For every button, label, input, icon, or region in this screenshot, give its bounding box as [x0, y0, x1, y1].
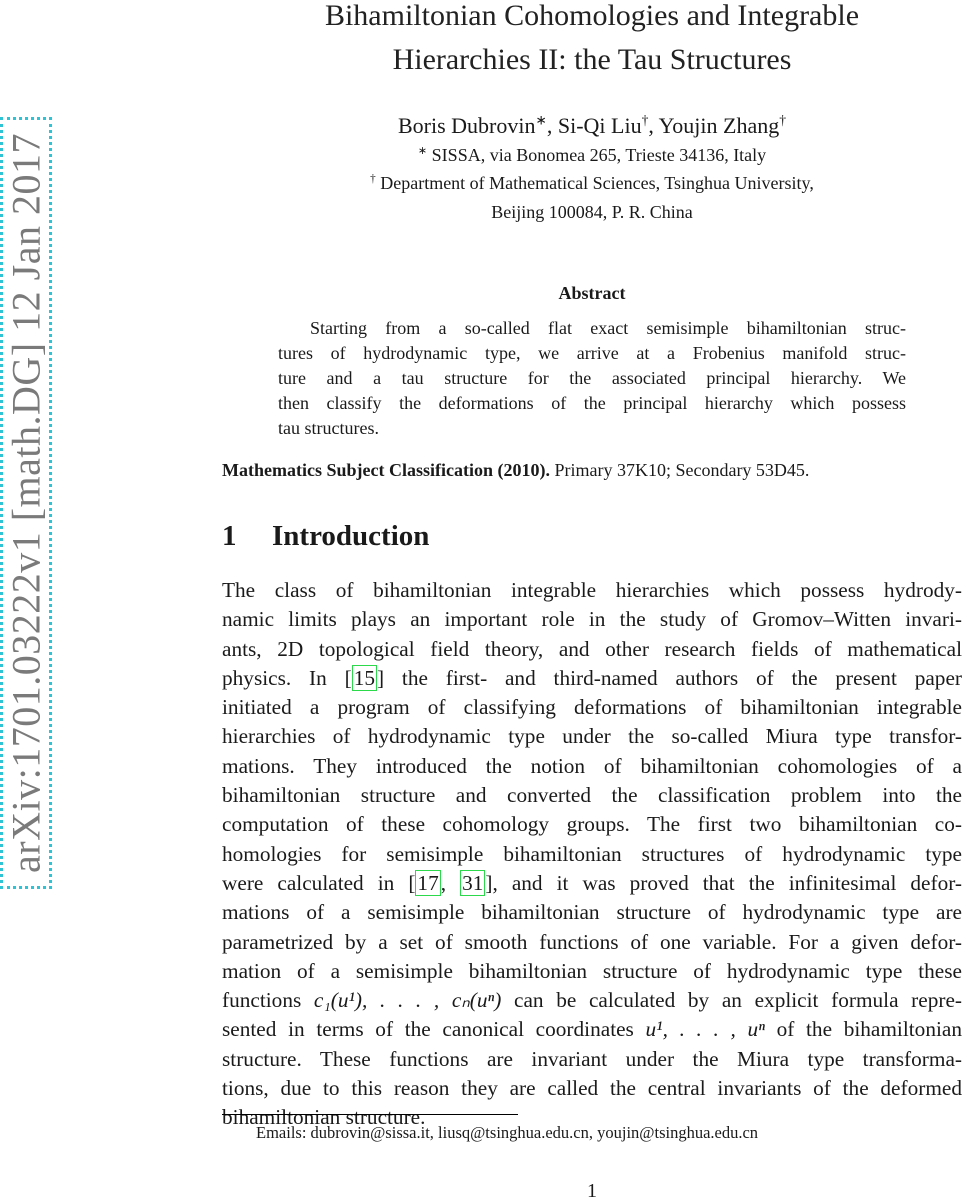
text-line: [222, 986, 962, 1015]
text-line: parametrized by a set of smooth functions of one variable. For a given defor-: [222, 929, 962, 954]
text-line: structure. These functions are invariant under the Miura type transforma-: [222, 1046, 962, 1071]
math-expression: c₁(u¹), . . . , cₙ(uⁿ): [313, 988, 502, 1013]
author-1-mark: ∗: [535, 112, 547, 128]
text-line: bihamiltonian structure and converted the classification problem into the: [222, 783, 962, 808]
arxiv-stamp-text: arXiv:1701.03222v1 [math.DG] 12 Jan 2017: [3, 133, 49, 873]
text-line: bihamiltonian structure.: [222, 1105, 426, 1130]
author-separator: ,: [648, 113, 659, 138]
text-span: physics. In: [222, 665, 345, 690]
text-line: mations of a semisimple bihamiltonian structure of hydrodynamic type are: [222, 900, 962, 925]
affiliation-2-text: Department of Mathematical Sciences, Tsinghua University,: [375, 173, 814, 193]
abstract-heading: Abstract: [558, 283, 626, 303]
page-number: 1: [587, 1180, 597, 1202]
affiliation-1-mark: ∗: [417, 145, 428, 157]
paper-title: [222, 0, 962, 82]
author-2-mark: †: [641, 112, 649, 128]
text-line: mation of a semisimple bihamiltonian structure of hydrodynamic type these: [222, 958, 962, 983]
msc-label: Mathematics Subject Classification (2010).: [222, 460, 550, 480]
text-line: homologies for semisimple bihamiltonian structures of hydrodynamic type: [222, 841, 962, 866]
footnote-emails: Emails: dubrovin@sissa.it, liusq@tsinghua.edu.cn, youjin@tsinghua.edu.cn: [256, 1123, 759, 1142]
citation-15-link[interactable]: 15: [353, 665, 375, 690]
text-line: hierarchies of hydrodynamic type under the so-called Miura type transfor-: [222, 724, 962, 749]
title-line-2: Hierarchies II: the Tau Structures: [392, 43, 792, 76]
arxiv-stamp: [0, 117, 52, 889]
abstract-line: tures of hydrodynamic type, we arrive at a Frobenius manifold struc-: [278, 343, 906, 363]
affiliation-2-mark: †: [370, 173, 376, 185]
introduction-text: [222, 576, 962, 1133]
section-number: 1: [222, 520, 237, 552]
msc-value: Primary 37K10; Secondary 53D45.: [549, 460, 810, 480]
abstract-body: [278, 316, 906, 441]
citation-31-link[interactable]: 31: [462, 870, 484, 895]
affiliation-1-text: SISSA, via Bonomea 265, Trieste 34136, Italy: [427, 145, 767, 165]
text-line: were calculated in [17, 31], and it was proved that the infinitesimal defor-: [222, 870, 962, 895]
author-3-mark: †: [779, 112, 787, 128]
section-title: Introduction: [272, 520, 430, 552]
author-1: Boris Dubrovin: [397, 113, 536, 138]
text-line: ants, 2D topological field theory, and other research fields of mathematical: [222, 636, 962, 661]
abstract-line: then classify the deformations of the principal hierarchy which possess: [278, 393, 906, 413]
text-line: [222, 1015, 962, 1044]
msc-classification: [222, 460, 809, 481]
footnote-rule: [222, 1114, 518, 1115]
text-line: mations. They introduced the notion of bihamiltonian cohomologies of a: [222, 753, 962, 778]
text-span: of the bihamiltonian: [764, 1017, 962, 1042]
text-span: functions: [222, 988, 314, 1013]
affiliation-1: [222, 145, 962, 166]
text-span: sented in terms of the canonical coordinates: [222, 1017, 646, 1042]
author-separator: ,: [546, 113, 558, 138]
abstract-line: ture and a tau structure for the associated principal hierarchy. We: [278, 368, 906, 388]
author-3: Youjin Zhang: [658, 113, 780, 138]
citation-17-link[interactable]: 17: [417, 870, 439, 895]
title-line-1: Bihamiltonian Cohomologies and Integrable: [324, 0, 860, 32]
abstract-line: tau structures.: [278, 418, 379, 438]
affiliation-2: [222, 173, 962, 194]
authors: [222, 113, 962, 139]
abstract-line: Starting from a so-called flat exact semisimple bihamiltonian struc-: [310, 318, 906, 338]
text-line: computation of these cohomology groups. The first two bihamiltonian co-: [222, 812, 962, 837]
text-line: namic limits plays an important role in the study of Gromov–Witten invari-: [222, 607, 962, 632]
math-expression: u¹, . . . , uⁿ: [645, 1017, 765, 1042]
text-span: were calculated in: [222, 870, 409, 895]
author-2: Si-Qi Liu: [557, 113, 642, 138]
text-line: physics. In [15] the first- and third-named authors of the present paper: [222, 665, 962, 690]
text-span: , and it was proved that the infinitesimal defor-: [492, 870, 962, 895]
text-line: The class of bihamiltonian integrable hierarchies which possess hydrody-: [222, 578, 962, 602]
affiliation-2-address: Beijing 100084, P. R. China: [491, 202, 693, 222]
text-span: can be calculated by an explicit formula repre-: [501, 988, 962, 1013]
section-heading: [222, 520, 429, 553]
text-line: tions, due to this reason they are called the central invariants of the deformed: [222, 1076, 962, 1101]
text-line: initiated a program of classifying deformations of bihamiltonian integrable: [222, 695, 962, 720]
text-span: the first- and third-named authors of the present paper: [384, 665, 962, 690]
